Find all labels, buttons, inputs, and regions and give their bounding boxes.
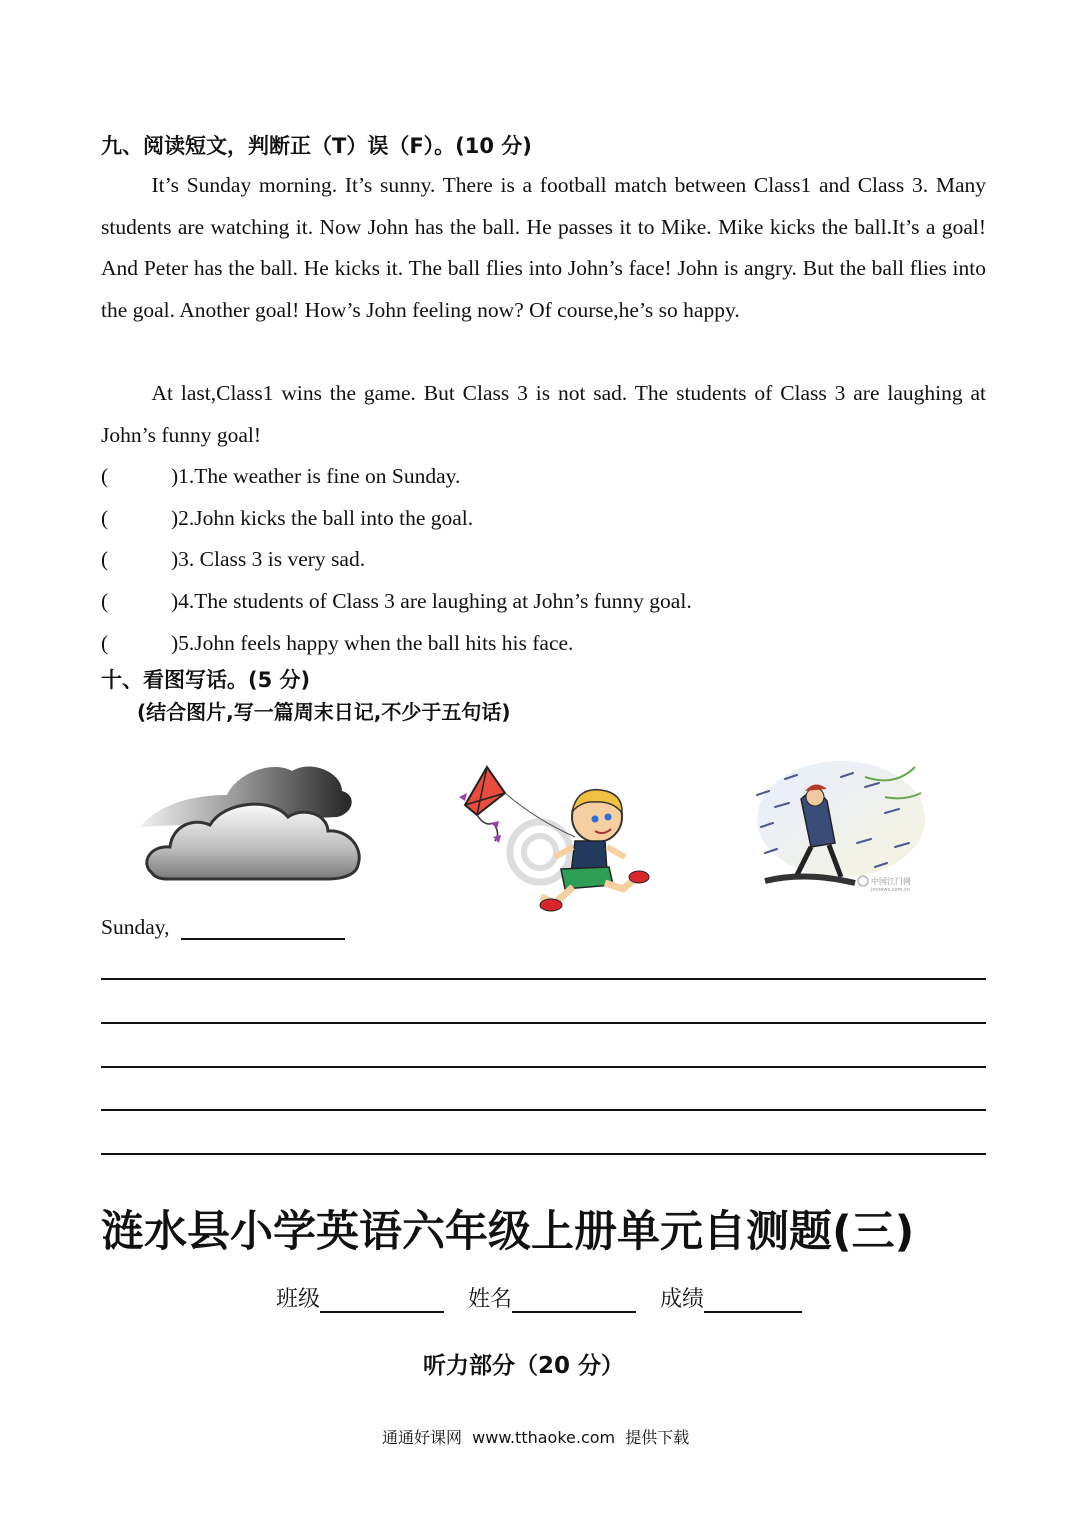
watermark-right: jmnews.com.cn <box>871 887 910 892</box>
passage-paragraph-1: It’s Sunday morning. It’s sunny. There is a football match between Class1 and Class 3. Many students are watching it. Now John has the ball. He passes it to Mike. Mike kicks the ball.It’s a goal! And Peter has the ball. He kicks it. The ball flies into John’s face! John is angry. But the ball flies into the goal. Another goal! How’s John feeling now? Of course,he’s so happy. <box>101 173 986 323</box>
score-field[interactable] <box>704 1287 802 1313</box>
boy-flying-kite-icon <box>455 757 655 922</box>
student-info-fields <box>276 1282 802 1313</box>
writing-line-1[interactable] <box>101 978 986 980</box>
weather-blank[interactable] <box>181 914 345 940</box>
windy-weather-illustration <box>745 757 925 892</box>
writing-line-3[interactable] <box>101 1066 986 1068</box>
question-item-2 <box>101 506 473 531</box>
windy-weather-icon <box>745 757 925 892</box>
writing-line-2[interactable] <box>101 1022 986 1024</box>
question-text: )3. Class 3 is very sad. <box>171 547 366 571</box>
score-label: 成绩 <box>660 1287 705 1312</box>
answer-blank-open-paren[interactable]: ( <box>101 589 109 613</box>
writing-line-5[interactable] <box>101 1153 986 1155</box>
name-field[interactable] <box>512 1287 636 1313</box>
answer-blank-open-paren[interactable]: ( <box>101 547 109 571</box>
class-label: 班级 <box>276 1287 321 1312</box>
section-10-heading: 十、看图写话。(5 分) <box>101 668 311 692</box>
question-item-4 <box>101 589 692 614</box>
question-text: )5.John feels happy when the ball hits his face. <box>171 631 574 655</box>
sunday-label <box>101 914 345 940</box>
question-text: )4.The students of Class 3 are laughing at John’s funny goal. <box>171 589 692 613</box>
answer-blank-open-paren[interactable]: ( <box>101 506 109 530</box>
question-item-1 <box>101 464 460 489</box>
passage-paragraph-2: At last,Class1 wins the game. But Class 3 is not sad. The students of Class 3 are laughing at John’s funny goal! <box>101 381 986 447</box>
question-text: )2.John kicks the ball into the goal. <box>171 506 474 530</box>
class-field[interactable] <box>320 1287 444 1313</box>
footer-text: 通通好课网 www.tthaoke.com 提供下载 <box>382 1428 690 1447</box>
writing-line-4[interactable] <box>101 1109 986 1111</box>
watermark-left: 中国江门网 <box>871 877 911 886</box>
name-label: 姓名 <box>468 1287 513 1312</box>
answer-blank-open-paren[interactable]: ( <box>101 631 109 655</box>
answer-blank-open-paren[interactable]: ( <box>101 464 109 488</box>
sunday-label-text: Sunday, <box>101 915 170 939</box>
question-item-3 <box>101 547 365 572</box>
question-item-5 <box>101 631 573 656</box>
section-9-heading: 九、阅读短文，判断正（T）误（F）。(10 分) <box>101 134 532 158</box>
page-title: 涟水县小学英语六年级上册单元自测题(三) <box>101 1207 915 1257</box>
question-text: )1.The weather is fine on Sunday. <box>171 464 461 488</box>
listening-section-heading: 听力部分（20 分） <box>423 1353 625 1379</box>
cloud-icon <box>132 755 368 885</box>
section-10-instruction: (结合图片,写一篇周末日记,不少于五句话) <box>137 700 511 724</box>
